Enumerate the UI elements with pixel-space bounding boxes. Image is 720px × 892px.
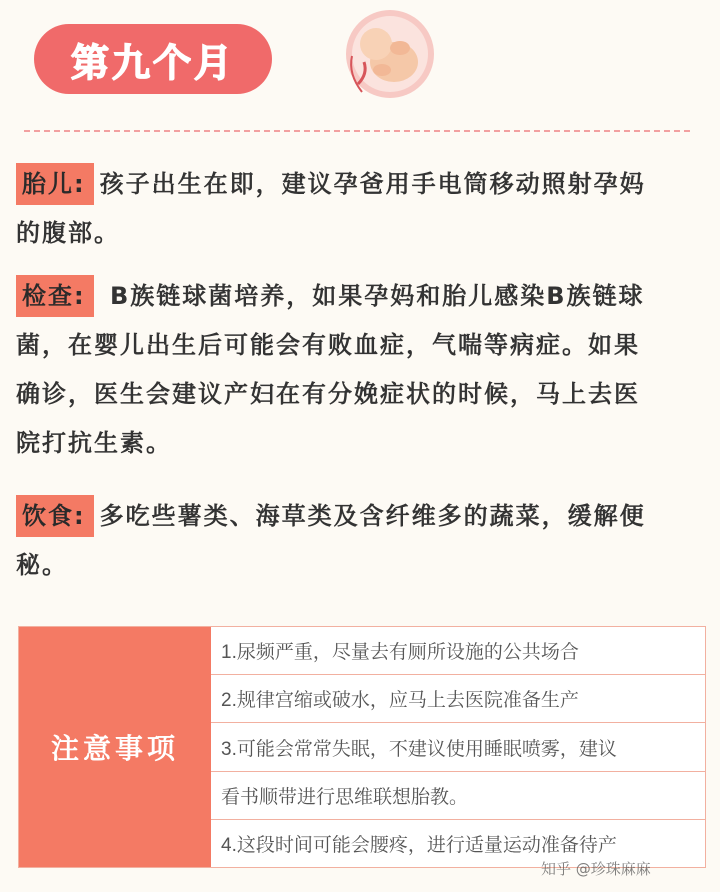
section-tag: 饮食:: [16, 495, 94, 537]
note-item: 看书顺带进行思维联想胎教。: [211, 772, 705, 820]
section-diet: [16, 492, 716, 590]
section-text-line: 院打抗生素。: [16, 429, 172, 457]
section-text-line: 孩子出生在即，建议孕爸用手电筒移动照射孕妈: [99, 170, 646, 198]
dashed-divider: [24, 130, 690, 132]
section-text-line: 确诊，医生会建议产妇在有分娩症状的时候，马上去医: [16, 380, 640, 408]
notes-label: 注意事项: [50, 732, 179, 765]
section-text-line: 秘。: [16, 551, 68, 579]
section-tag: 检查:: [16, 275, 94, 317]
section-text-line: 的腹部。: [16, 219, 120, 247]
note-item: 4.这段时间可能会腰疼，进行适量运动准备待产: [221, 834, 617, 856]
section-fetus: [16, 160, 716, 258]
section-tag: 胎儿:: [16, 163, 94, 205]
section-check: [16, 272, 716, 468]
title-banner: [34, 24, 272, 94]
notes-list: [211, 627, 705, 867]
note-item: 1.尿频严重，尽量去有厕所设施的公共场合: [211, 627, 705, 675]
watermark: 知乎 @珍珠麻麻: [541, 860, 651, 878]
note-item: 3.可能会常常失眠，不建议使用睡眠喷雾，建议: [211, 723, 705, 771]
section-text-line: 菌，在婴儿出生后可能会有败血症，气喘等病症。如果: [16, 331, 640, 359]
note-item: 2.规律宫缩或破水，应马上去医院准备生产: [211, 675, 705, 723]
section-text-line: 多吃些薯类、海草类及含纤维多的蔬菜，缓解便: [99, 502, 646, 530]
fetus-illustration-icon: [338, 4, 438, 104]
section-text-line: B族链球菌培养，如果孕妈和胎儿感染B族链球: [99, 282, 645, 310]
page-title: 第九个月: [70, 40, 235, 85]
notes-table: [18, 626, 706, 868]
notes-label-cell: [19, 627, 211, 867]
